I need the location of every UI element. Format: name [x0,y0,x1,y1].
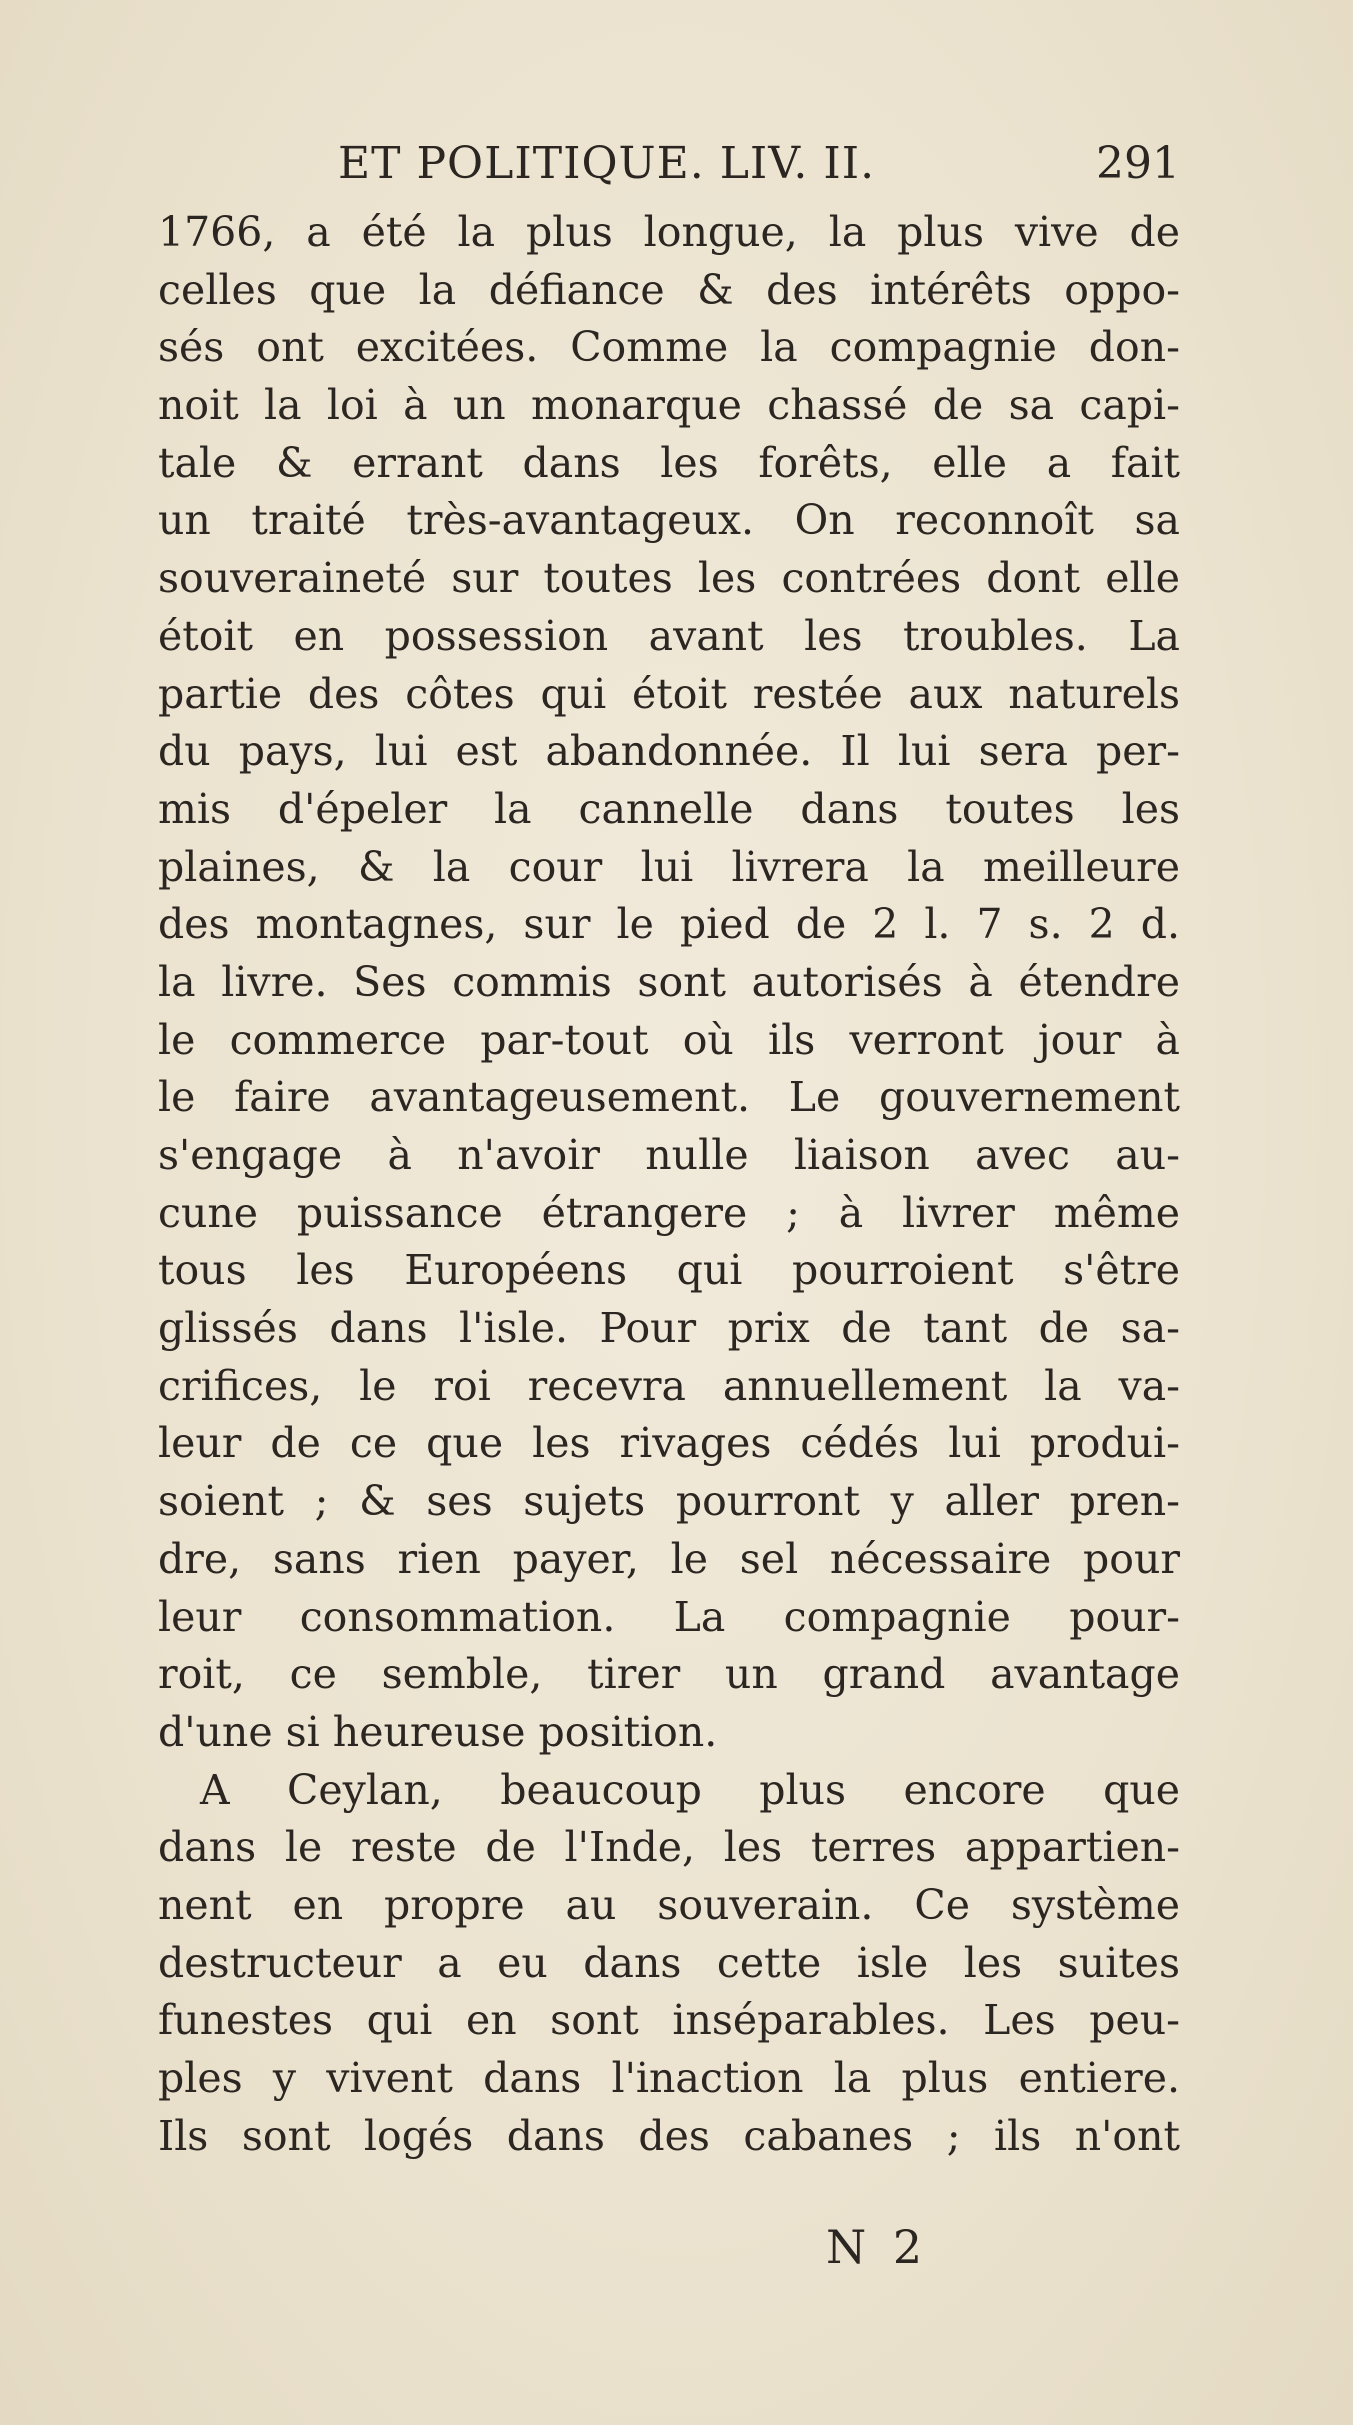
text-line: noit la loi à un monarque chassé de sa capi- [158,381,1180,430]
text-line: souveraineté sur toutes les contrées dont elle [158,554,1180,603]
text-line: un traité très-avantageux. On reconnoît sa [158,496,1180,545]
text-line: roit, ce semble, tirer un grand avantage [158,1650,1180,1699]
text-line: mis d'épeler la cannelle dans toutes les [158,784,1180,833]
text-line: soient ; & ses sujets pourront y aller pren- [158,1477,1180,1526]
paragraph-start-line: A Ceylan, beaucoup plus encore que [200,1765,1180,1814]
text-line: dre, sans rien payer, le sel nécessaire pour [158,1534,1180,1583]
text-line: le faire avantageusement. Le gouvernement [158,1073,1180,1122]
text-line: plaines, & la cour lui livrera la meilleure [158,842,1180,891]
text-line: tous les Européens qui pourroient s'être [158,1246,1180,1295]
text-line: le commerce par-tout où ils verront jour à [158,1015,1180,1064]
text-line: partie des côtes qui étoit restée aux naturels [158,669,1180,718]
text-line: des montagnes, sur le pied de 2 l. 7 s. 2 d. [158,900,1180,949]
text-line: glissés dans l'isle. Pour prix de tant de sa- [158,1304,1180,1353]
text-line: celles que la défiance & des intérêts oppo- [158,265,1180,314]
text-line: nent en propre au souverain. Ce système [158,1880,1180,1929]
running-head: ET POLITIQUE. LIV. II. [338,138,876,189]
body-text [158,204,1180,2165]
text-line: crifices, le roi recevra annuellement la va- [158,1361,1180,1410]
text-line: ples y vivent dans l'inaction la plus entiere. [158,2054,1180,2102]
text-line: s'engage à n'avoir nulle liaison avec au- [158,1131,1180,1179]
text-line: la livre. Ses commis sont autorisés à étendre [158,957,1180,1006]
text-line: leur de ce que les rivages cédés lui produi- [158,1419,1180,1468]
text-line: 1766, a été la plus longue, la plus vive de [158,208,1180,256]
text-line: funestes qui en sont inséparables. Les peu- [158,1996,1180,2045]
text-line: dans le reste de l'Inde, les terres appartien- [158,1823,1180,1872]
text-line: sés ont excitées. Comme la compagnie don- [158,323,1180,372]
text-line: destructeur a eu dans cette isle les suites [158,1938,1180,1987]
text-line: Ils sont logés dans des cabanes ; ils n'ont [158,2111,1180,2160]
text-line: étoit en possession avant les troubles. La [158,611,1180,660]
page-number: 291 [1096,138,1180,189]
text-line: leur consommation. La compagnie pour- [158,1592,1180,1641]
text-line: du pays, lui est abandonnée. Il lui sera per- [158,727,1180,776]
text-line: cune puissance étrangere ; à livrer même [158,1188,1180,1237]
paragraph-end-line: d'une si heureuse position. [158,1707,718,1756]
signature-mark: N 2 [826,2220,929,2274]
page-header [338,138,1180,194]
text-line: tale & errant dans les forêts, elle a fait [158,438,1180,487]
